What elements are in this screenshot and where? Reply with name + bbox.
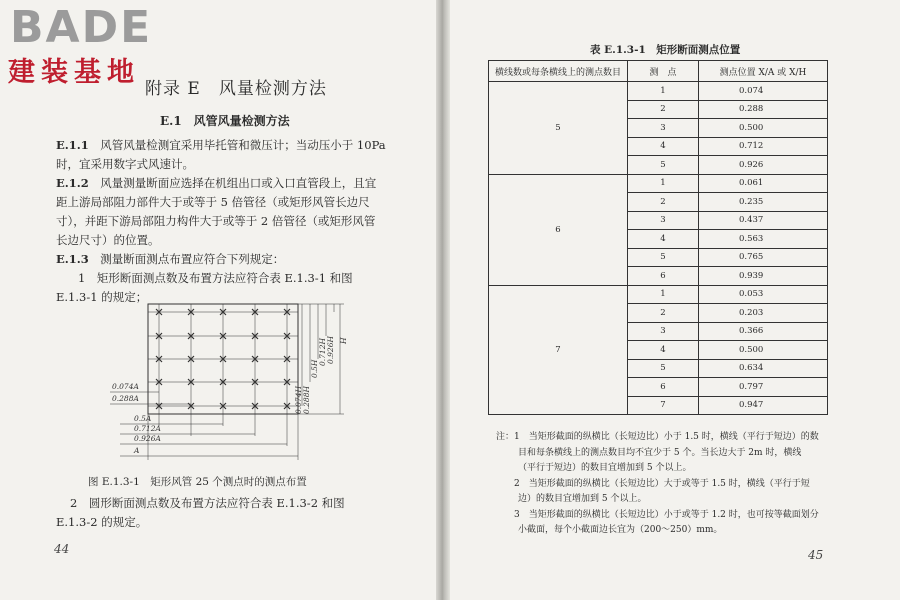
point-number-cell: 1 [628,174,699,193]
paragraph-e-1-2 [56,174,396,250]
table-row [489,174,828,193]
table-notes [496,430,836,539]
point-position-cell: 0.500 [699,119,828,138]
point-position-cell: 0.437 [699,211,828,230]
point-position-cell: 0.797 [699,378,828,397]
point-position-cell: 0.203 [699,304,828,323]
logo-latin-text: BADE [10,2,153,53]
note-text: 小截面，每个小截面边长宜为（200～250）mm。 [518,525,723,535]
group-count-cell: 6 [489,174,628,285]
section-title: E.1 风管风量检测方法 [160,114,290,128]
point-position-cell: 0.926 [699,156,828,175]
point-position-cell: 0.563 [699,230,828,249]
point-number-cell: 3 [628,211,699,230]
dim-label-0-5a: 0.5A [134,414,152,423]
clause-number: E.1.2 [56,176,89,190]
measuring-point-table [488,60,828,415]
dim-label-0-926a: 0.926A [134,434,161,443]
note-text: 注：1 当矩形截面的纵横比（长短边比）小于 1.5 时，横线（平行于短边）的数 [496,432,819,442]
paragraph-text: 风管风量检测宜采用毕托管和微压计；当动压小于 10Pa [100,138,386,152]
figure-caption: 图 E.1.3-1 矩形风管 25 个测点时的测点布置 [88,476,307,488]
table-header-row [489,61,828,82]
paragraph-text: 风量测量断面应选择在机组出口或入口直管段上，且宜 [100,176,377,190]
paragraph-text: E.1.3-1 的规定； [56,290,148,304]
paragraph-text: 时，宜采用数字式风速计。 [56,157,194,171]
point-position-cell: 0.061 [699,174,828,193]
clause-number: E.1.3 [56,252,89,266]
dim-label-a: A [134,446,140,455]
point-position-cell: 0.634 [699,359,828,378]
paragraph-text: 寸），并距下游局部阻力构件大于或等于 2 倍管径（或矩形风管 [56,214,376,228]
point-number-cell: 2 [628,304,699,323]
point-number-cell: 3 [628,119,699,138]
point-number-cell: 4 [628,137,699,156]
point-number-cell: 4 [628,230,699,249]
point-number-cell: 1 [628,82,699,101]
group-count-cell: 5 [489,82,628,175]
note-text: 目和每条横线上的测点数目均不宜少于 5 个。当长边大于 2m 时，横线 [518,447,802,458]
point-number-cell: 5 [628,248,699,267]
point-position-cell: 0.500 [699,341,828,360]
page-number-right: 45 [808,548,824,562]
point-position-cell: 0.765 [699,248,828,267]
point-number-cell: 1 [628,285,699,304]
point-number-cell: 2 [628,100,699,119]
table-title: 表 E.1.3-1 矩形断面测点位置 [590,44,741,56]
note-text: 3 当矩形截面的纵横比（长短边比）小于或等于 1.2 时，也可按等截面划分 [514,509,819,520]
point-number-cell: 3 [628,322,699,341]
dim-label-0-074h: 0.074H [294,385,303,414]
header-cell: 测 点 [628,61,699,82]
point-number-cell: 5 [628,156,699,175]
paragraph-circular [56,494,396,532]
paragraph-text: 1 矩形断面测点数及布置方法应符合表 E.1.3-1 和图 [78,271,353,285]
dim-label-0-288a: 0.288A [112,394,139,403]
note-text: （平行于短边）的数目宜增加到 5 个以上。 [518,463,692,473]
point-position-cell: 0.235 [699,193,828,212]
table-row [489,82,828,101]
group-count-cell: 7 [489,285,628,415]
appendix-title: 附录 E 风量检测方法 [145,79,327,99]
table-row [489,285,828,304]
point-number-cell: 6 [628,378,699,397]
header-cell: 测点位置 X/A 或 X/H [699,61,828,82]
dim-label-0-288h: 0.288H [302,385,311,414]
paragraph-text: 2 圆形断面测点数及布置方法应符合表 E.1.3-2 和图 [70,496,345,510]
point-number-cell: 7 [628,396,699,415]
logo-chinese-text: 建装基地 [8,57,140,88]
dim-label-0-712h: 0.712H [318,337,327,366]
paragraph-text: 距上游局部阻力部件大于或等于 5 倍管径（或矩形风管长边尺 [56,195,370,209]
point-position-cell: 0.288 [699,100,828,119]
paragraph-text: 长边尺寸）的位置。 [56,233,160,247]
point-number-cell: 4 [628,341,699,360]
header-cell: 横线数或每条横线上的测点数目 [489,61,628,82]
paragraph-e-1-3 [56,250,396,307]
dim-label-0-074a: 0.074A [112,382,139,391]
paragraph-text: 测量断面测点布置应符合下列规定： [100,252,285,266]
point-position-cell: 0.053 [699,285,828,304]
note-text: 2 当矩形截面的纵横比（长短边比）大于或等于 1.5 时，横线（平行于短 [514,478,810,489]
dim-label-0-5h: 0.5H [310,359,319,378]
point-position-cell: 0.366 [699,322,828,341]
point-number-cell: 6 [628,267,699,286]
point-number-cell: 2 [628,193,699,212]
measuring-points-figure [90,300,350,470]
paragraph-text: E.1.3-2 的规定。 [56,515,148,529]
page-number-left: 44 [54,542,70,556]
point-position-cell: 0.947 [699,396,828,415]
note-text: 边）的数目宜增加到 5 个以上。 [518,494,647,504]
dim-label-h: H [339,337,348,344]
paragraph-e-1-1 [56,136,396,174]
point-number-cell: 5 [628,359,699,378]
clause-number: E.1.1 [56,138,89,152]
point-position-cell: 0.939 [699,267,828,286]
point-position-cell: 0.074 [699,82,828,101]
dim-label-0-926h: 0.926H [326,335,335,364]
dim-label-0-712a: 0.712A [134,424,161,433]
book-gutter [436,0,450,600]
point-position-cell: 0.712 [699,137,828,156]
